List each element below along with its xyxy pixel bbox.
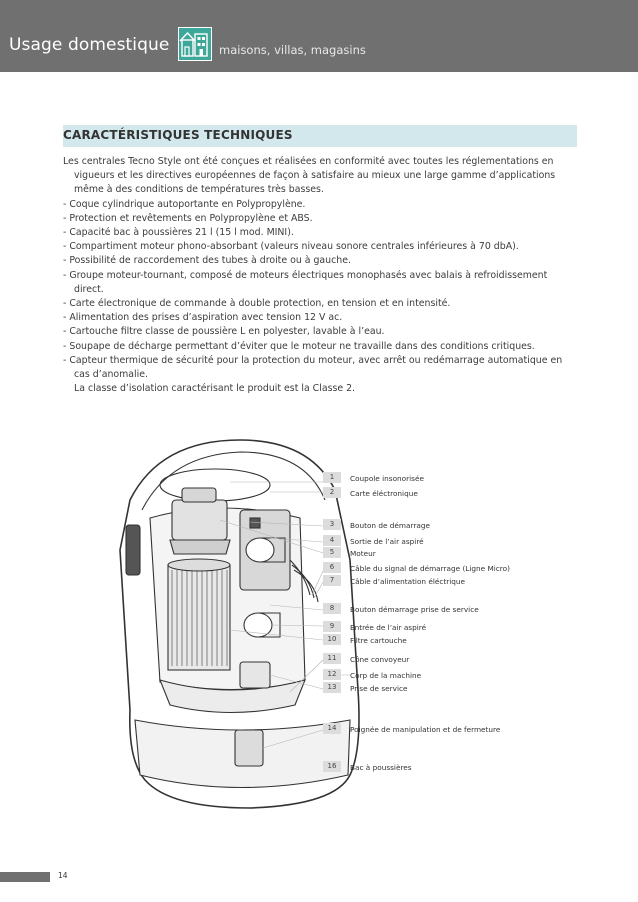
callout-number: 4 [323,535,341,546]
spec-item: - Soupape de décharge permettant d’éviter que le moteur ne travaille dans des conditions critiques. [63,340,535,352]
spec-item: - Alimentation des prises d’aspiration avec tension 12 V ac. [63,312,343,324]
page-header [0,0,638,72]
callout-number: 9 [323,621,341,632]
callout-number: 7 [323,575,341,586]
callout-label: Carte éléctronique [350,489,418,498]
callout-label: Corp de la machine [350,671,422,680]
header-subtitle: maisons, villas, magasins [219,43,366,57]
spec-item: - Carte électronique de commande à double protection, en tension et en intensité. [63,298,451,310]
page-number: 14 [58,871,68,880]
callout-number: 6 [323,562,341,573]
houses-icon [178,27,212,61]
callout-label: Câble du signal de démarrage (Ligne Micro) [350,564,510,573]
callout-number: 14 [323,723,341,734]
spec-item: - Capacité bac à poussières 21 l (15 l mod. MINI). [63,227,294,239]
callout-number: 3 [323,519,341,530]
callout-label: Prise de service [350,684,408,693]
spec-item: - Cartouche filtre classe de poussière L en polyester, lavable à l’eau. [63,326,385,338]
callout-number: 16 [323,761,341,772]
page-footer-bar [0,871,68,882]
callout-number: 8 [323,603,341,614]
header-title: Usage domestique [9,35,170,55]
callout-label: Poignée de manipulation et de fermeture [350,725,501,734]
spec-item: - Protection et revêtements en Polypropylène et ABS. [63,212,313,224]
spec-item: - Capteur thermique de sécurité pour la protection du moteur, avec arrêt ou redémarrage automatique en cas d’anomalie. [63,354,563,381]
callout-label: Bouton de démarrage [350,521,430,530]
callout-label: Bouton démarrage prise de service [350,605,479,614]
intro-paragraph: Les centrales Tecno Style ont été conçues et réalisées en conformité avec toutes les réglementations en vigueurs et les directives européennes de façon à satisfaire au mieux une large gamme d’applications même à des conditions de températures très basses. [63,156,556,196]
callout-number: 11 [323,653,341,664]
callout-number: 2 [323,487,341,498]
callout-label: Moteur [350,549,376,558]
callout-number: 12 [323,669,341,680]
callout-number: 5 [323,547,341,558]
callout-label: Filtre cartouche [350,636,407,645]
callout-label: Cône convoyeur [350,655,410,664]
section-heading: CARACTÉRISTIQUES TECHNIQUES [63,128,293,142]
callout-number: 1 [323,472,341,483]
insulation-class: La classe d’isolation caractérisant le produit est la Classe 2. [74,383,356,395]
callout-number: 10 [323,634,341,645]
diagram-legend [323,472,523,782]
spec-item: - Possibilité de raccordement des tubes à droite ou à gauche. [63,255,351,267]
callout-label: Câble d’alimentation éléctrique [350,577,466,586]
spec-item: - Compartiment moteur phono-absorbant (valeurs niveau sonore centrales inférieures à 70 dbA). [63,241,519,253]
spec-item: - Groupe moteur-tournant, composé de moteurs électriques monophasés avec balais à refroidissement direct. [63,269,548,295]
callout-number: 13 [323,682,341,693]
callout-label: Entrée de l’air aspiré [350,623,427,632]
callout-label: Coupole insonorisée [350,474,424,483]
callout-label: Sortie de l’air aspiré [350,537,424,546]
specifications-text [63,155,568,396]
callout-label: Bac à poussières [350,763,412,772]
spec-item: - Coque cylindrique autoportante en Polypropylène. [63,198,306,210]
section-heading-bar [63,125,577,147]
